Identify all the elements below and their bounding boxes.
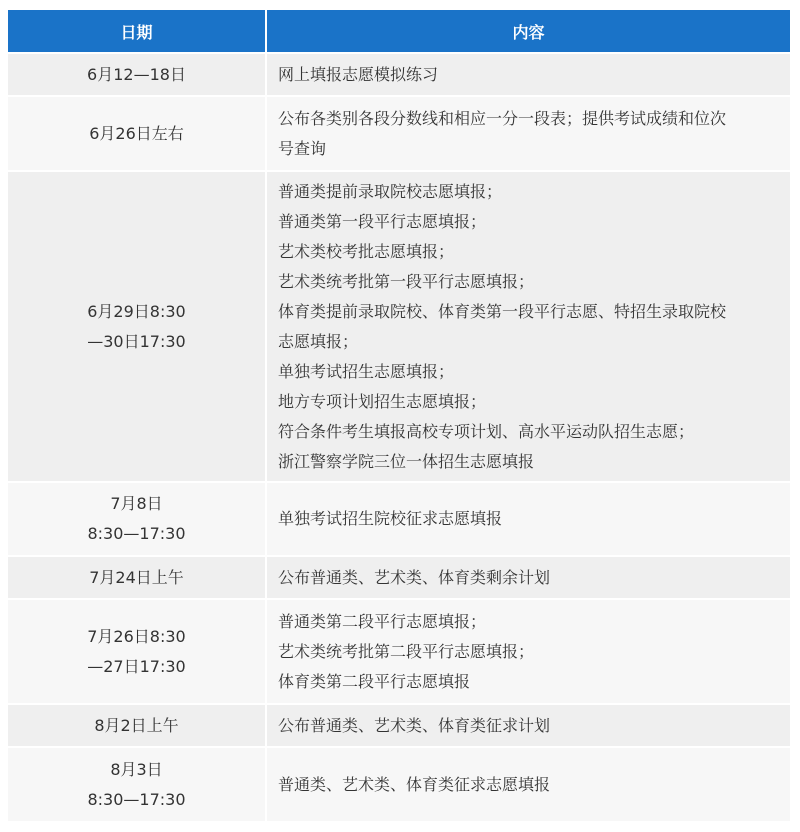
content-cell [266,556,790,599]
table-row [8,556,790,599]
schedule-table [8,10,790,821]
date-cell [8,53,266,96]
content-cell [266,171,790,482]
date-line: 7月8日 [110,494,163,513]
content-line: 网上填报志愿模拟练习 [278,64,439,84]
date-line: 8:30—17:30 [87,789,186,809]
date-cell [8,96,266,171]
date-line: 6月26日左右 [89,123,184,143]
date-cell [8,482,266,556]
content-line: 普通类第二段平行志愿填报； [278,611,487,631]
date-line: 8月3日 [110,759,163,779]
header-date: 日期 [8,10,266,53]
date-line: —27日17:30 [87,656,186,676]
table-row [8,171,790,482]
content-line: 浙江警察学院三位一体招生志愿填报 [278,451,535,471]
date-cell [8,704,266,747]
date-line: 6月12—18日 [87,64,186,84]
content-cell [266,747,790,821]
content-line: 公布各类别各段分数线和相应一分一段表；提供考试成绩和位次 [278,108,727,128]
date-line: 7月24日上午 [89,567,184,587]
content-line: 单独考试招生院校征求志愿填报 [278,509,503,528]
content-line: 地方专项计划招生志愿填报； [278,391,487,411]
date-cell [8,556,266,599]
table-row [8,96,790,171]
table-row [8,53,790,96]
content-cell [266,704,790,747]
table-row [8,482,790,556]
content-line: 体育类提前录取院校、体育类第一段平行志愿、特招生录取院校 [278,301,727,321]
content-line: 号查询 [278,138,327,158]
date-line: 8月2日上午 [94,715,179,735]
date-line: 6月29日8:30 [87,301,186,321]
content-line: 符合条件考生填报高校专项计划、高水平运动队招生志愿； [278,421,695,441]
content-line: 公布普通类、艺术类、体育类征求计划 [278,715,551,735]
content-cell [266,482,790,556]
table-row [8,747,790,821]
date-cell [8,747,266,821]
content-cell [266,96,790,171]
content-line: 普通类、艺术类、体育类征求志愿填报 [278,774,551,794]
table-row [8,704,790,747]
content-line: 艺术类统考批第二段平行志愿填报； [278,641,535,661]
table-row [8,599,790,704]
schedule-table-container [8,10,790,821]
header-content: 内容 [266,10,790,53]
content-line: 单独考试招生志愿填报； [278,361,455,381]
content-line: 普通类提前录取院校志愿填报； [278,181,503,201]
content-line: 体育类第二段平行志愿填报 [278,671,471,691]
date-line: 8:30—17:30 [87,524,186,543]
content-line: 志愿填报； [278,331,359,351]
date-line: —30日17:30 [87,331,186,351]
table-header-row [8,10,790,53]
content-line: 公布普通类、艺术类、体育类剩余计划 [278,567,551,587]
content-line: 艺术类统考批第一段平行志愿填报； [278,271,535,291]
content-cell [266,599,790,704]
content-line: 普通类第一段平行志愿填报； [278,211,487,231]
date-line: 7月26日8:30 [87,626,186,646]
date-cell [8,599,266,704]
content-line: 艺术类校考批志愿填报； [278,241,455,261]
content-cell [266,53,790,96]
date-cell [8,171,266,482]
